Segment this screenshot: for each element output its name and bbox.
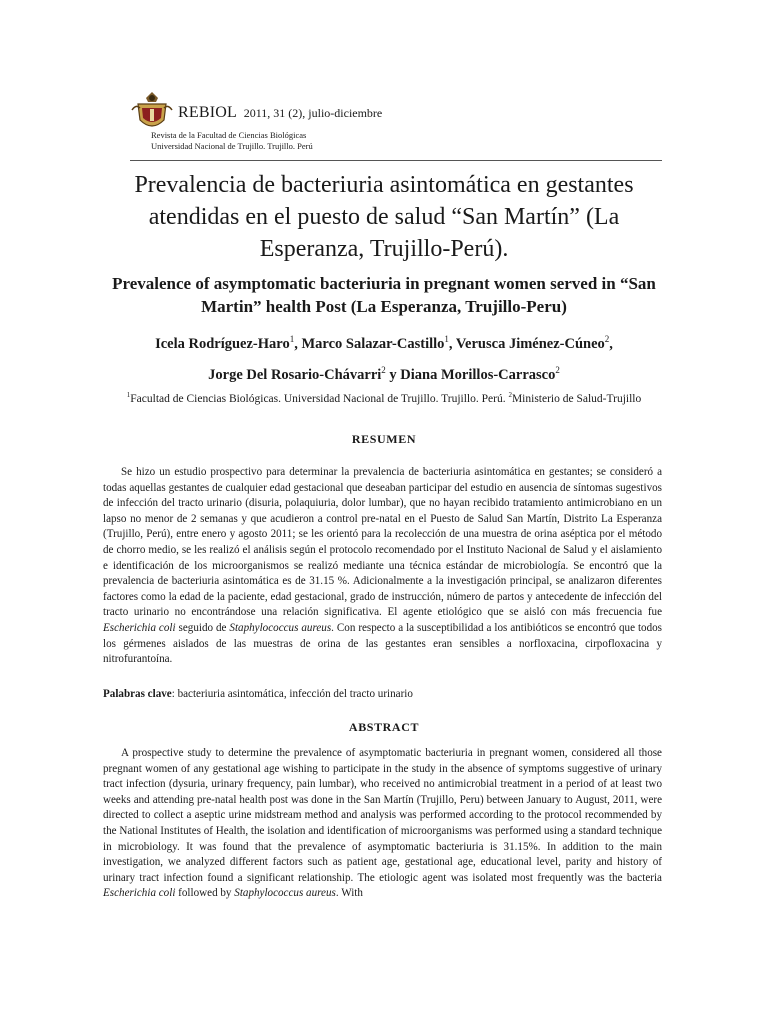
keywords-text: : bacteriuria asintomática, infección del tracto urinario [171,688,413,700]
author: Diana Morillos-Carrasco [400,366,556,383]
abstract-text: A prospective study to determine the prevalence of asymptomatic bacteriuria in pregnant women, considered all those pregnant women of any gestational age wishing to participate in the study in the absence of symptoms suggestive of urinary tract infection (dysuria, urinary frequency, pain lumbar), who received no antimicrobial treatment in a period of at least two weeks and attending pre-natal health post was done in the San Martín (Trujillo, Peru) between January to August, 2011, were directed to collect a aseptic urine midstream method and analysis was performed according to the protocol recommended by the National Institutes of Health, the isolation and identification of microorganisms was performed using a standard technique in microbiology. It was found that the prevalence of asymptomatic bacteriuria is 31.15%. In addition to the main investigation, we analyzed different factors such as patient age, gestational age, educational level, parity and history of urinary tract infection found a significant relationship. The etiologic agent was isolated most frequently was the bacteria [103,747,662,884]
resumen-text: seguido de [175,621,230,634]
organism-name: Staphylococcus aureus [229,621,332,634]
author: Icela Rodríguez-Haro [155,335,290,352]
resumen-heading: RESUMEN [351,432,417,446]
affiliation-number: 2 [508,391,512,399]
affiliation-number: 1 [126,391,131,399]
journal-header [130,90,662,165]
abstract-heading: ABSTRACT [348,720,420,734]
organism-name: Escherichia coli [103,887,176,900]
journal-issue: 2011, 31 (2), julio-diciembre [243,106,383,120]
affiliation-mark: 2 [381,364,386,375]
keywords-label: Palabras clave [103,688,172,700]
affiliation-mark: 1 [444,334,449,344]
article-title-english: Prevalence of asymptomatic bacteriuria in pregnant women served in “San Martin” health Post (La Esperanza, Trujillo-Peru) [112,274,656,316]
author: Marco Salazar-Castillo [301,335,445,352]
affiliation-mark: 1 [289,334,295,344]
author-separator: y [385,366,401,383]
abstract-text: followed by [175,887,235,900]
keywords [103,687,662,702]
journal-citation [178,104,382,122]
article-title-spanish: Prevalencia de bacteriuria asintomática en gestantes atendidas en el puesto de salud “San Martín” (La Esperanza, Trujillo-Perú). [134,172,634,262]
journal-subtitle-faculty: Revista de la Facultad de Ciencias Biológicas [151,130,307,140]
affiliation-text: Ministerio de Salud-Trujillo [511,392,642,405]
journal-subtitle-university: Universidad Nacional de Trujillo. Trujillo. Perú [151,141,313,151]
resumen-paragraph [103,465,662,668]
affiliation-mark: 2 [604,334,610,344]
author: Verusca Jiménez-Cúneo [455,335,605,352]
author-separator: , [448,335,456,352]
header-divider [130,160,662,161]
resumen-text: Se hizo un estudio prospectivo para determinar la prevalencia de bacteriuria asintomática en gestantes; se consideró a todas aquellas gestantes de cualquier edad gestacional que deseaban participar del estudio en ausencia de síntomas sugestivos de infección del tracto urinario (disuria, polaquiuria, dolor lumbar), que no hayan recibido tratamiento antimicrobiano en un lapso no menor de 2 semanas y que acudieron a control pre-natal en el Puesto de Salud San Martín, Distrito La Esperanza (Trujillo, Perú), entre enero y agosto 2011; se les orientó para la recolección de una muestra de orina aséptica por el método de chorro medio, se les realizó el análisis según el protocolo recomendado por el Instituto Nacional de Salud y el aislamiento e identificación de los microorganismos se realizó mediante una técnica estándar de microbiología. Se encontró que la prevalencia de bacteriuria asintomática es de 31.15 %. Adicionalmente a la investigación principal, se analizaron diferentes factores como la edad de la paciente, edad gestacional, grado de instrucción, número de partos y antecedente de infección del tracto urinario no encontrándose una relación significativa. El agente etiológico que se aisló con más frecuencia fue [103,466,662,619]
affiliation-mark: 2 [555,364,560,375]
affiliation-text: Facultad de Ciencias Biológicas. Universidad Nacional de Trujillo. Trujillo. Perú. [130,392,509,405]
organism-name: Escherichia coli [103,621,176,634]
organism-name: Staphylococcus aureus [234,887,336,900]
affiliations [110,386,658,409]
author-separator: , [609,335,613,352]
university-crest-icon [130,90,174,134]
author-list [90,326,678,388]
resumen-text: . Con respecto a la susceptibilidad a los antibióticos se encontró que todos los gérmenes aislados de las muestras de orina de las gestantes eran sensibles a norfloxacina, cirpofloxacina y nitrofurantoína. [103,621,662,666]
abstract-text: . With [335,887,363,900]
journal-name: REBIOL [178,104,237,121]
author-separator: , [294,335,302,352]
abstract-paragraph [103,746,662,902]
author: Jorge Del Rosario-Chávarri [208,366,382,383]
